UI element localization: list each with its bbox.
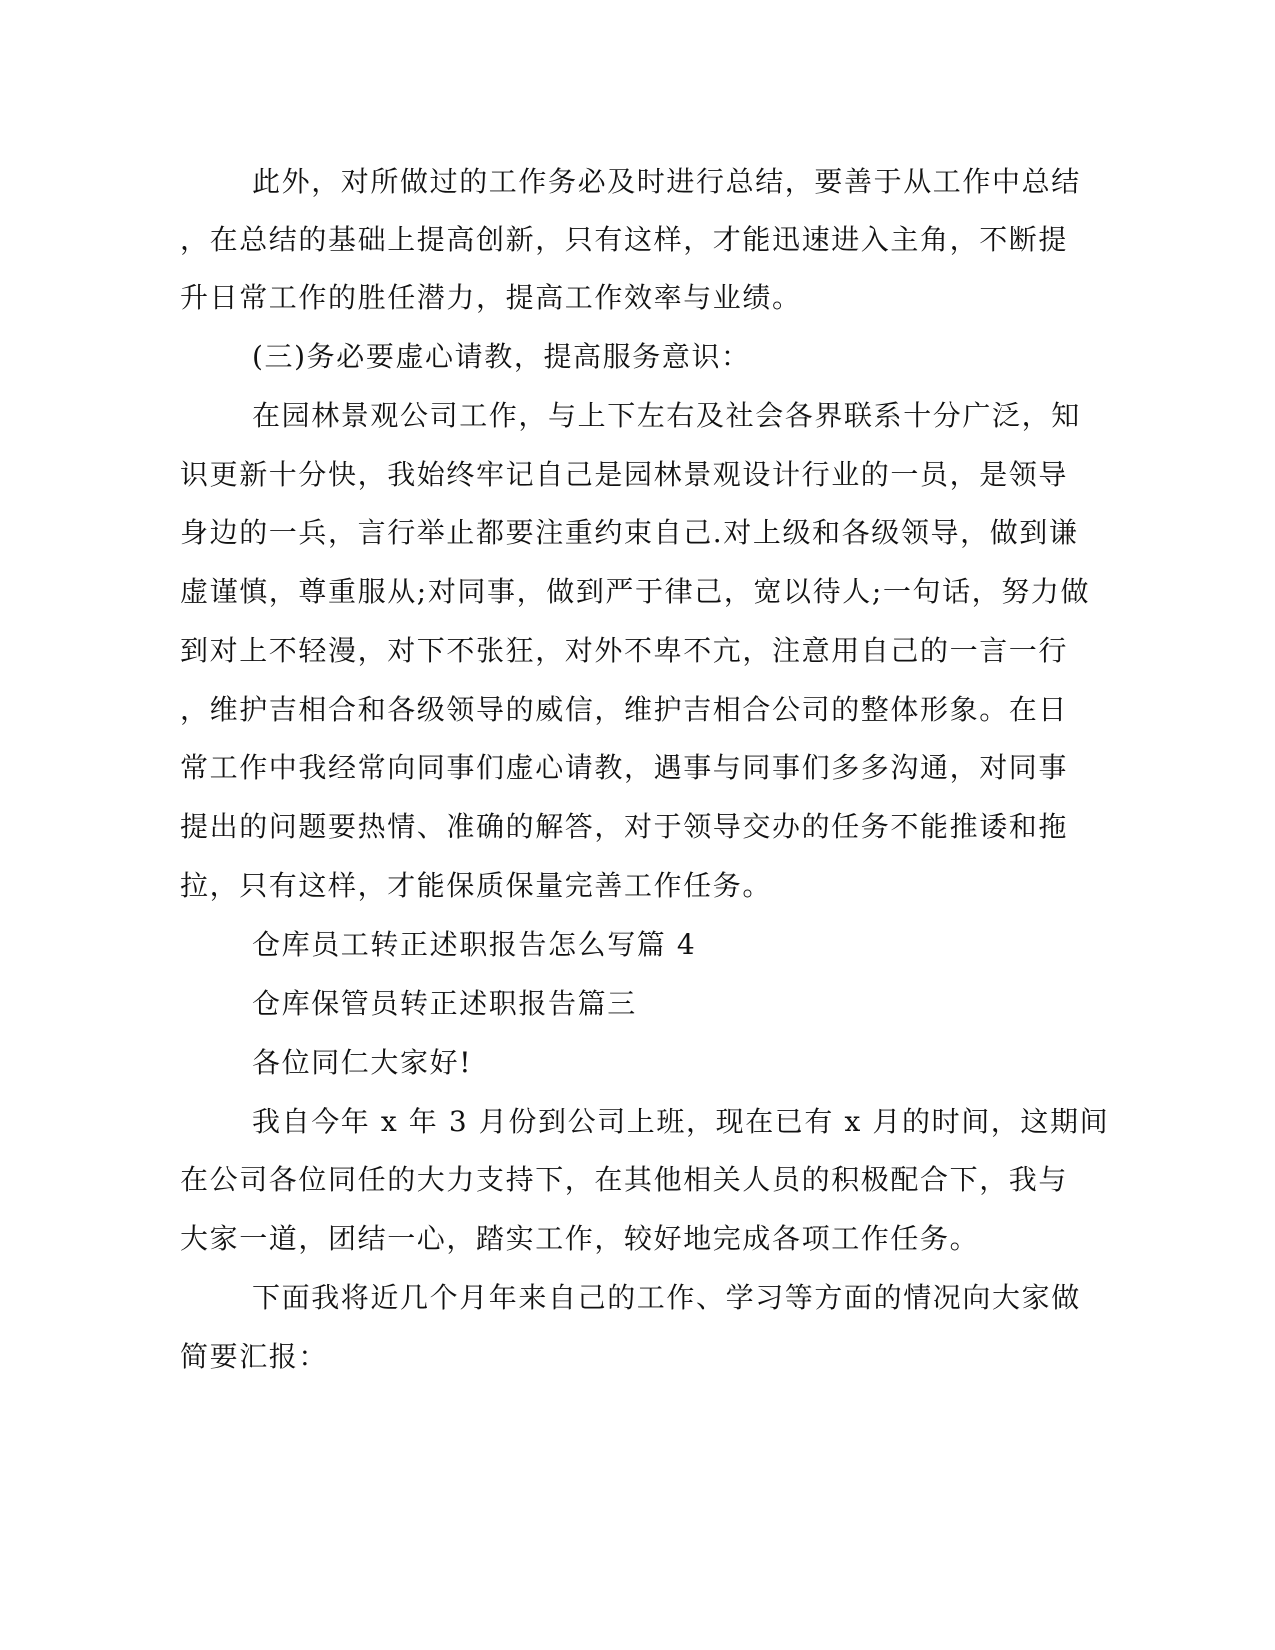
text-line-17: 我自今年 x 年 3 月份到公司上班，现在已有 x 月的时间，这期间	[252, 1105, 1110, 1138]
article-subtitle: 仓库保管员转正述职报告篇三	[252, 987, 637, 1020]
text-line-13: 拉，只有这样，才能保质保量完善工作任务。	[180, 869, 773, 902]
text-line-9: 到对上不轻漫，对下不张狂，对外不卑不亢，注意用自己的一言一行	[180, 634, 1069, 667]
text-line-8: 虚谨慎，尊重服从;对同事，做到严于律己，宽以待人;一句话，努力做	[180, 575, 1091, 608]
text-line-21: 简要汇报：	[180, 1340, 329, 1373]
text-line-19: 大家一道，团结一心，踏实工作，较好地完成各项工作任务。	[180, 1222, 980, 1255]
text-line-5: 在园林景观公司工作，与上下左右及社会各界联系十分广泛，知	[252, 399, 1081, 432]
text-line-18: 在公司各位同任的大力支持下，在其他相关人员的积极配合下，我与	[180, 1163, 1069, 1196]
article-title: 仓库员工转正述职报告怎么写篇 4	[252, 928, 697, 961]
text-line-6: 识更新十分快，我始终牢记自己是园林景观设计行业的一员，是领导	[180, 458, 1069, 491]
greeting: 各位同仁大家好!	[252, 1046, 473, 1079]
text-line-7: 身边的一兵，言行举止都要注重约束自己.对上级和各级领导，做到谦	[180, 516, 1079, 549]
section-heading-3: (三)务必要虚心请教，提高服务意识：	[252, 340, 751, 373]
text-line-11: 常工作中我经常向同事们虚心请教，遇事与同事们多多沟通，对同事	[180, 751, 1069, 784]
text-line-3: 升日常工作的胜任潜力，提高工作效率与业绩。	[180, 281, 802, 314]
text-line-12: 提出的问题要热情、准确的解答，对于领导交办的任务不能推诿和拖	[180, 810, 1069, 843]
text-line-2: ，在总结的基础上提高创新，只有这样，才能迅速进入主角，不断提	[180, 223, 1069, 256]
text-line-20: 下面我将近几个月年来自己的工作、学习等方面的情况向大家做	[252, 1281, 1081, 1314]
text-line-1: 此外，对所做过的工作务必及时进行总结，要善于从工作中总结	[252, 165, 1081, 198]
text-line-10: ，维护吉相合和各级领导的威信，维护吉相合公司的整体形象。在日	[180, 693, 1069, 726]
